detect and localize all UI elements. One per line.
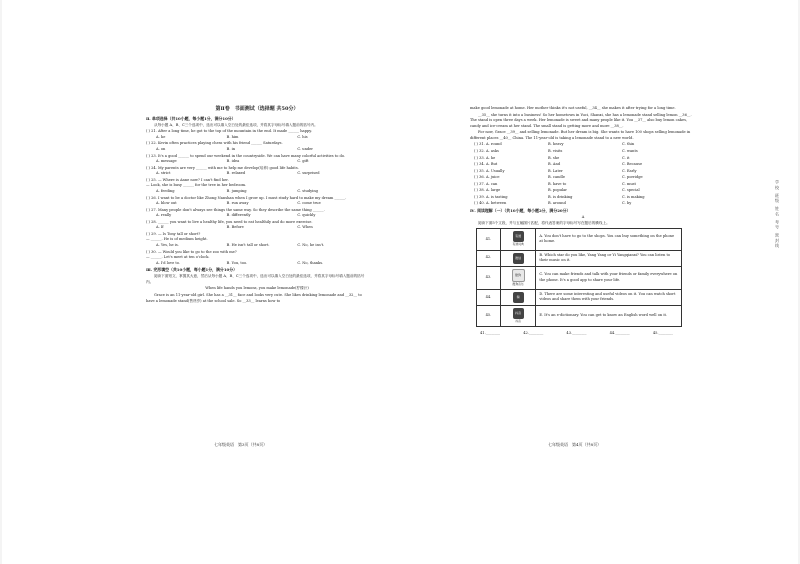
cloze-option-b: B. And [548, 162, 561, 167]
cloze-option-b: B. candle [548, 175, 565, 180]
app-icon: 微信 [513, 253, 524, 264]
cloze-option-a: ( ) 32. A. asks [474, 148, 499, 153]
app-number: 43. [477, 266, 501, 289]
mc-options [156, 243, 368, 249]
cloze-option-row [474, 195, 696, 201]
cloze-option-row [474, 162, 696, 168]
mc-options [156, 147, 368, 153]
mc-option: C. No, thanks. [297, 260, 324, 265]
app-description: C. You can make friends and talk with your friends or family everywhere on the phone. It's a good app to share your life. [536, 266, 682, 289]
mc-option: C. surprised [297, 171, 320, 176]
app-number: 42. [477, 250, 501, 266]
app-row [477, 229, 682, 250]
mc-option: B. Before [226, 225, 244, 230]
cloze-option-b: B. is drinking [548, 194, 573, 199]
mc-options [156, 201, 368, 207]
section-3-title: Ⅲ. 完形填空（共10小题，每小题1分，满分10分） [146, 267, 238, 273]
cloze-option-c: C. by [622, 201, 632, 206]
cloze-option-b: B. around [548, 201, 566, 206]
app-icon-cell [500, 266, 535, 289]
cloze-option-a: ( ) 31. A. round [474, 142, 502, 147]
mc-option: B. him [226, 134, 239, 139]
mc-option: C. quickly [297, 213, 316, 218]
app-number: 45. [477, 305, 501, 326]
mc-question: ( ) 29. — Is Tony tall or short? — ______. He is of medium height. [146, 231, 208, 242]
footer-right: 七年级英语 第4页（共8页） [548, 442, 602, 447]
mc-option: A. If [156, 225, 164, 230]
mc-option: C. gift [297, 159, 309, 164]
cloze-paragraph-2: make good lemonade at home. Her mother thinks it's not useful, __34__ she makes it after trying for a long time. [470, 106, 676, 110]
cloze-paragraph-1: Grace is an 11-year-old girl. She has a __31__ face and looks very cute. She likes drinking lemonade and __32__ to have a lemonade stand(售货亭) at the school sale. So __33__ learns how to [146, 293, 362, 303]
mc-option: C. When [297, 225, 313, 230]
app-number: 44. [477, 289, 501, 305]
cloze-option-row [474, 182, 696, 188]
app-row [477, 289, 682, 305]
app-icon-cell [500, 229, 535, 250]
app-icon: 酷狗 [512, 269, 525, 282]
app-description: E. It's an e-dictionary. You can get to know an English word well on it. [536, 305, 682, 326]
cloze-option-a: ( ) 34. A. But [474, 162, 498, 167]
cloze-option-row [474, 149, 696, 155]
part-title: 第Ⅱ卷 书面测试（选择题 共50分） [215, 106, 299, 112]
section-4-instructions: 阅读下面5个文段，并与五幅图片匹配，将代表答案的字母标号写在题后的横线上。 [478, 220, 610, 225]
cloze-option-a: ( ) 33. A. he [474, 155, 496, 160]
mc-option: C. under [297, 147, 314, 152]
mc-question: ( ) 21. After a long time, he got to the top of the mountain in the end. It made ______ happy. [146, 129, 312, 134]
cloze-option-c: C. porridge [622, 175, 643, 180]
mc-question: ( ) 27. Many people don't always see things the same way. So they describe the same thing ______. [146, 207, 325, 212]
mc-option: A. strict [156, 171, 171, 176]
cloze-option-row [474, 142, 696, 148]
cloze-option-c: C. must [622, 181, 636, 186]
multiple-choice-list [146, 129, 368, 266]
mc-option: B. You, too. [226, 260, 248, 265]
cloze-option-b: B. Later [548, 168, 563, 173]
app-description: A. You don't have to go to the shops. You can buy something on the phone at home. [536, 229, 682, 250]
app-matching-table [476, 228, 682, 327]
app-name: 酷狗音乐 [512, 281, 524, 286]
mc-option: A. message [156, 159, 177, 164]
mc-question: ( ) 28. ______ you want to live a healthy life, you need to eat healthily and do more exercise. [146, 219, 313, 224]
scan-edge-left [0, 0, 2, 564]
mc-options [156, 189, 368, 195]
cloze-option-b: B. heavy [548, 142, 564, 147]
app-row [477, 266, 682, 289]
cloze-option-c: C. special [622, 188, 640, 193]
app-name: 有道词典 [512, 242, 524, 247]
mc-option: B. relaxed [226, 171, 246, 176]
cloze-paragraph-4: For now, Grace __39__ and selling lemonade. But her dream is big. She wants to have 100 shops selling lemonade in different places __40__ China. The 11-year-old is taking a lemonade stand to a new world. [470, 130, 691, 140]
answer-blank: 43.________ [566, 331, 587, 336]
app-number: 41. [477, 229, 501, 250]
mc-question: ( ) 22. Kevin often practices playing chess with his friend ______ Saturdays. [146, 141, 283, 146]
cloze-option-c: C. wants [622, 148, 638, 153]
mc-option: C. come true [297, 201, 321, 206]
cloze-option-c: C. is making [622, 194, 645, 199]
mc-option: A. Yes, he is. [156, 243, 179, 248]
binding-strip: 学 校 班 级 姓 名 考 号 密 封 线 [775, 180, 780, 248]
cloze-option-b: B. popular [548, 188, 568, 193]
mc-option: C. his [297, 134, 308, 139]
mc-options [156, 171, 368, 177]
mc-option: C. studying [297, 188, 318, 193]
mc-options [156, 159, 368, 165]
mc-option: A. feeding [156, 188, 175, 193]
mc-option: A. on [156, 147, 166, 152]
mc-option: C. No, he isn't. [297, 243, 325, 248]
section-2-instructions: 从每小题 A、B、C三个选项中，选出可以填入空白处的最佳选项，并将其字母标号填入题前的括号内。 [154, 122, 318, 127]
mc-options [156, 213, 368, 219]
app-icon: 淘 [513, 292, 524, 303]
app-description: D. There are some interesting and useful videos on it. You can watch short videos and share them with your friends. [536, 289, 682, 305]
mc-question: ( ) 26. I want to be a doctor like Zhong Nanshan when I grow up. I must study hard to make my dream ______. [146, 195, 347, 200]
cloze-option-a: ( ) 39. A. is tasting [474, 194, 508, 199]
mc-option: B. run away [226, 201, 249, 206]
mc-question: ( ) 23. It's a good ______ to spend our weekend in the countryside. We can have many colorful activities to do. [146, 153, 346, 158]
cloze-option-b: B. she [548, 155, 560, 160]
mc-options [156, 261, 368, 267]
cloze-option-a: ( ) 38. A. large [474, 188, 501, 193]
mc-option: A. I'd love to. [156, 260, 181, 265]
cloze-option-a: ( ) 36. A. juice [474, 175, 500, 180]
mc-option: B. differently [226, 213, 251, 218]
cloze-option-b: B. have to [548, 181, 567, 186]
answer-blanks [480, 331, 696, 337]
cloze-option-c: C. Because [622, 162, 643, 167]
app-icon-cell [500, 305, 535, 326]
mc-options [156, 225, 368, 231]
cloze-option-a: ( ) 35. A. Usually [474, 168, 505, 173]
cloze-paragraph-3: __35__ she turns it into a business! So her hometown in Yuci, Shanxi, she has a lemonade stand selling lemon __36__. The stand is open three days a week. Her lemonade is sweet and many people like it. You __37__ also buy lemon cakes, candy and ice-cream at her stand. The small stand is getting more and more __38__. [470, 112, 692, 128]
app-icon: 有道 [513, 231, 524, 242]
app-row [477, 250, 682, 266]
section-4-part: A [581, 215, 585, 220]
mc-option: B. He isn't tall or short. [226, 243, 270, 248]
section-2-title: Ⅱ. 单项选择（共10小题，每小题1分，满分10分） [146, 115, 236, 121]
app-icon: 抖音 [513, 308, 524, 319]
cloze-option-c: C. it [622, 155, 630, 160]
mc-option: A. he [156, 134, 166, 139]
cloze-options-list [470, 142, 696, 207]
mc-option: B. idea [226, 159, 240, 164]
cloze-option-row [474, 156, 696, 162]
cloze-option-a: ( ) 40. A. between [474, 201, 507, 206]
mc-option: A. blow out [156, 201, 177, 206]
cloze-option-row [474, 188, 696, 194]
cloze-option-c: C. Early [622, 168, 637, 173]
cloze-title: When life hands you lemons, you make lemonade(柠檬汁) [205, 286, 309, 291]
answer-blank: 42.________ [523, 331, 544, 336]
left-page [146, 106, 368, 305]
section-3-instructions: 阅读下面短文，掌握其大意，然后从每小题 A、B、C三个选项中，选出可以填入空白处的最佳选项，并将其字母标号填入题前的括号内。 [146, 274, 365, 284]
right-page [470, 106, 696, 337]
cloze-option-row [474, 169, 696, 175]
mc-question: ( ) 30. — Would you like to go to the zoo with me? — ______. Let's meet at ten o'clock. [146, 249, 237, 260]
mc-option: A. really [156, 213, 172, 218]
cloze-option-c: C. thin [622, 142, 635, 147]
app-icon-cell [500, 250, 535, 266]
mc-option: B. jumping [226, 188, 247, 193]
app-description: B. Which star do you like, Yang Yang or Yi Yangqianxi? You can listen to their music on it. [536, 250, 682, 266]
mc-option: B. in [226, 147, 236, 152]
answer-blank: 41.________ [480, 331, 501, 336]
cloze-option-row [474, 175, 696, 181]
cloze-option-a: ( ) 37. A. can [474, 181, 498, 186]
app-name: 抖音 [515, 318, 521, 323]
footer-left: 七年级英语 第3页（共8页） [214, 442, 268, 447]
app-icon-cell [500, 289, 535, 305]
mc-options [156, 135, 368, 141]
answer-blank: 44.________ [609, 331, 630, 336]
app-row [477, 305, 682, 326]
section-4-title: Ⅳ. 阅读理解（一）（共10小题，每小题2分，满分20分） [470, 208, 571, 213]
mc-question: ( ) 24. My parents are very ______ with me to help me develop(培养) good life habits. [146, 165, 299, 170]
answer-blank: 45.________ [652, 331, 673, 336]
cloze-option-b: B. visits [548, 148, 563, 153]
mc-question: ( ) 25. — Where is Anne now? I can't find her. — Look, she is busy ______ for the tree in her bedroom. [146, 177, 247, 188]
cloze-option-row [474, 201, 696, 207]
